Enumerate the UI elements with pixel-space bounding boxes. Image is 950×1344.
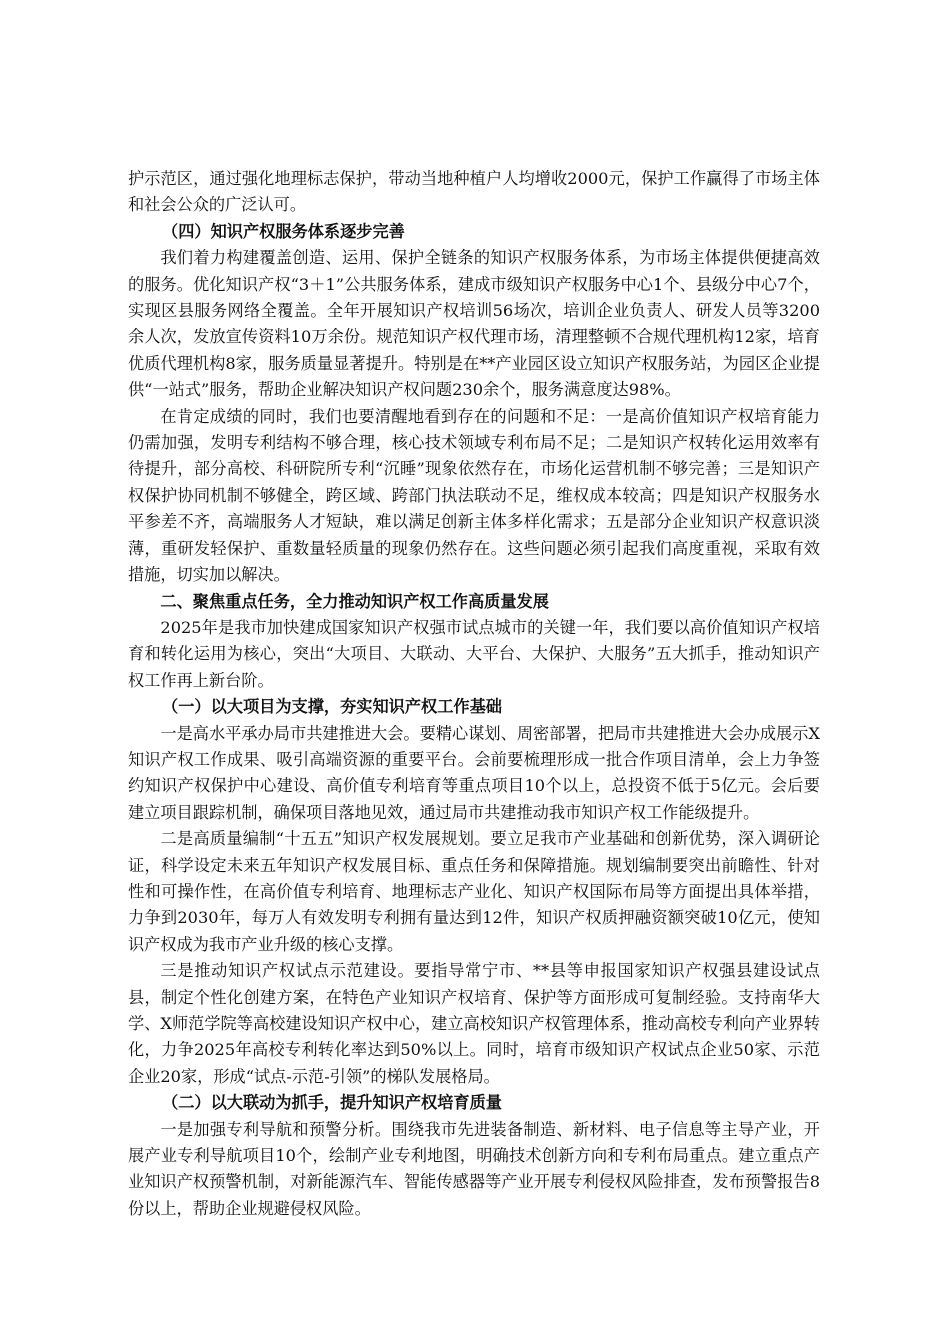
section-heading-services: （四）知识产权服务体系逐步完善 [162, 221, 405, 241]
section-heading-big-linkage: （二）以大联动为抓手，提升知识产权培育质量 [162, 1093, 502, 1113]
paragraph-service-system: 我们着力构建覆盖创造、运用、保护全链条的知识产权服务体系，为市场主体提供便捷高效的服务。优化知识产权“3＋1”公共服务体系，建成市级知识产权服务中心1个、县级分中心7个，实现区县服务网络全覆盖。全年开展知识产权培训56场次，培训企业负责人、研发人员等3200余人次，发放宣传资料10万余份。规范知识产权代理市场，清理整顿不合规代理机构12家，培育优质代理机构8家，服务质量显著提升。特别是在**产业园区设立知识产权服务站，为园区企业提供“一站式”服务，帮助企业解决知识产权问题230余个，服务满意度达98%。 [128, 248, 820, 400]
document-body [128, 166, 820, 1222]
paragraph-continuation: 护示范区，通过强化地理标志保护，带动当地种植户人均增收2000元，保护工作赢得了市场主体和社会公众的广泛认可。 [128, 169, 820, 215]
paragraph-planning: 二是高质量编制“十五五”知识产权发展规划。要立足我市产业基础和创新优势，深入调研论证，科学设定未来五年知识产权发展目标、重点任务和保障措施。规划编制要突出前瞻性、针对性和可操作性，在高价值专利培育、地理标志产业化、知识产权国际布局等方面提出具体举措，力争到2030年，每万人有效发明专利拥有量达到12件，知识产权质押融资额突破10亿元，使知识产权成为我市产业升级的核心支撑。 [128, 829, 820, 954]
paragraph-patent-navigation: 一是加强专利导航和预警分析。围绕我市先进装备制造、新材料、电子信息等主导产业，开展产业专利导航项目10个，绘制产业专利地图，明确技术创新方向和专利布局重点。建立重点产业知识产权预警机制，对新能源汽车、智能传感器等产业开展专利侵权风险排查，发布预警报告8份以上，帮助企业规避侵权风险。 [128, 1119, 820, 1218]
paragraph-pilot-demonstration: 三是推动知识产权试点示范建设。要指导常宁市、**县等申报国家知识产权强县建设试点县，制定个性化创建方案，在特色产业知识产权培育、保护等方面形成可复制经验。支持南华大学、X师范学院等高校建设知识产权中心，建立高校知识产权管理体系，推动高校专利向产业界转化，力争2025年高校专利转化率达到50%以上。同时，培育市级知识产权试点企业50家、示范企业20家，形成“试点-示范-引领”的梯队发展格局。 [128, 961, 820, 1086]
paragraph-conference: 一是高水平承办局市共建推进大会。要精心谋划、周密部署，把局市共建推进大会办成展示X知识产权工作成果、吸引高端资源的重要平台。会前要梳理形成一批合作项目清单，会上力争签约知识产权保护中心建设、高价值专利培育等重点项目10个以上，总投资不低于5亿元。会后要建立项目跟踪机制，确保项目落地见效，通过局市共建推动我市知识产权工作能级提升。 [128, 723, 820, 822]
paragraph-2025-overview: 2025年是我市加快建成国家知识产权强市试点城市的关键一年，我们要以高价值知识产权培育和转化运用为核心，突出“大项目、大联动、大平台、大保护、大服务”五大抓手，推动知识产权工作再上新台阶。 [128, 617, 820, 690]
paragraph-problems: 在肯定成绩的同时，我们也要清醒地看到存在的问题和不足：一是高价值知识产权培育能力仍需加强，发明专利结构不够合理，核心技术领域专利布局不足；二是知识产权转化运用效率有待提升，部分高校、科研院所专利“沉睡”现象依然存在，市场化运营机制不够完善；三是知识产权保护协同机制不够健全，跨区域、跨部门执法联动不足，维权成本较高；四是知识产权服务水平参差不齐，高端服务人才短缺，难以满足创新主体多样化需求；五是部分企业知识产权意识淡薄，重研发轻保护、重数量轻质量的现象仍然存在。这些问题必须引起我们高度重视，采取有效措施，切实加以解决。 [128, 406, 820, 585]
chapter-heading-key-tasks: 二、聚焦重点任务，全力推动知识产权工作高质量发展 [160, 591, 549, 611]
section-heading-big-projects: （一）以大项目为支撑，夯实知识产权工作基础 [162, 697, 502, 717]
